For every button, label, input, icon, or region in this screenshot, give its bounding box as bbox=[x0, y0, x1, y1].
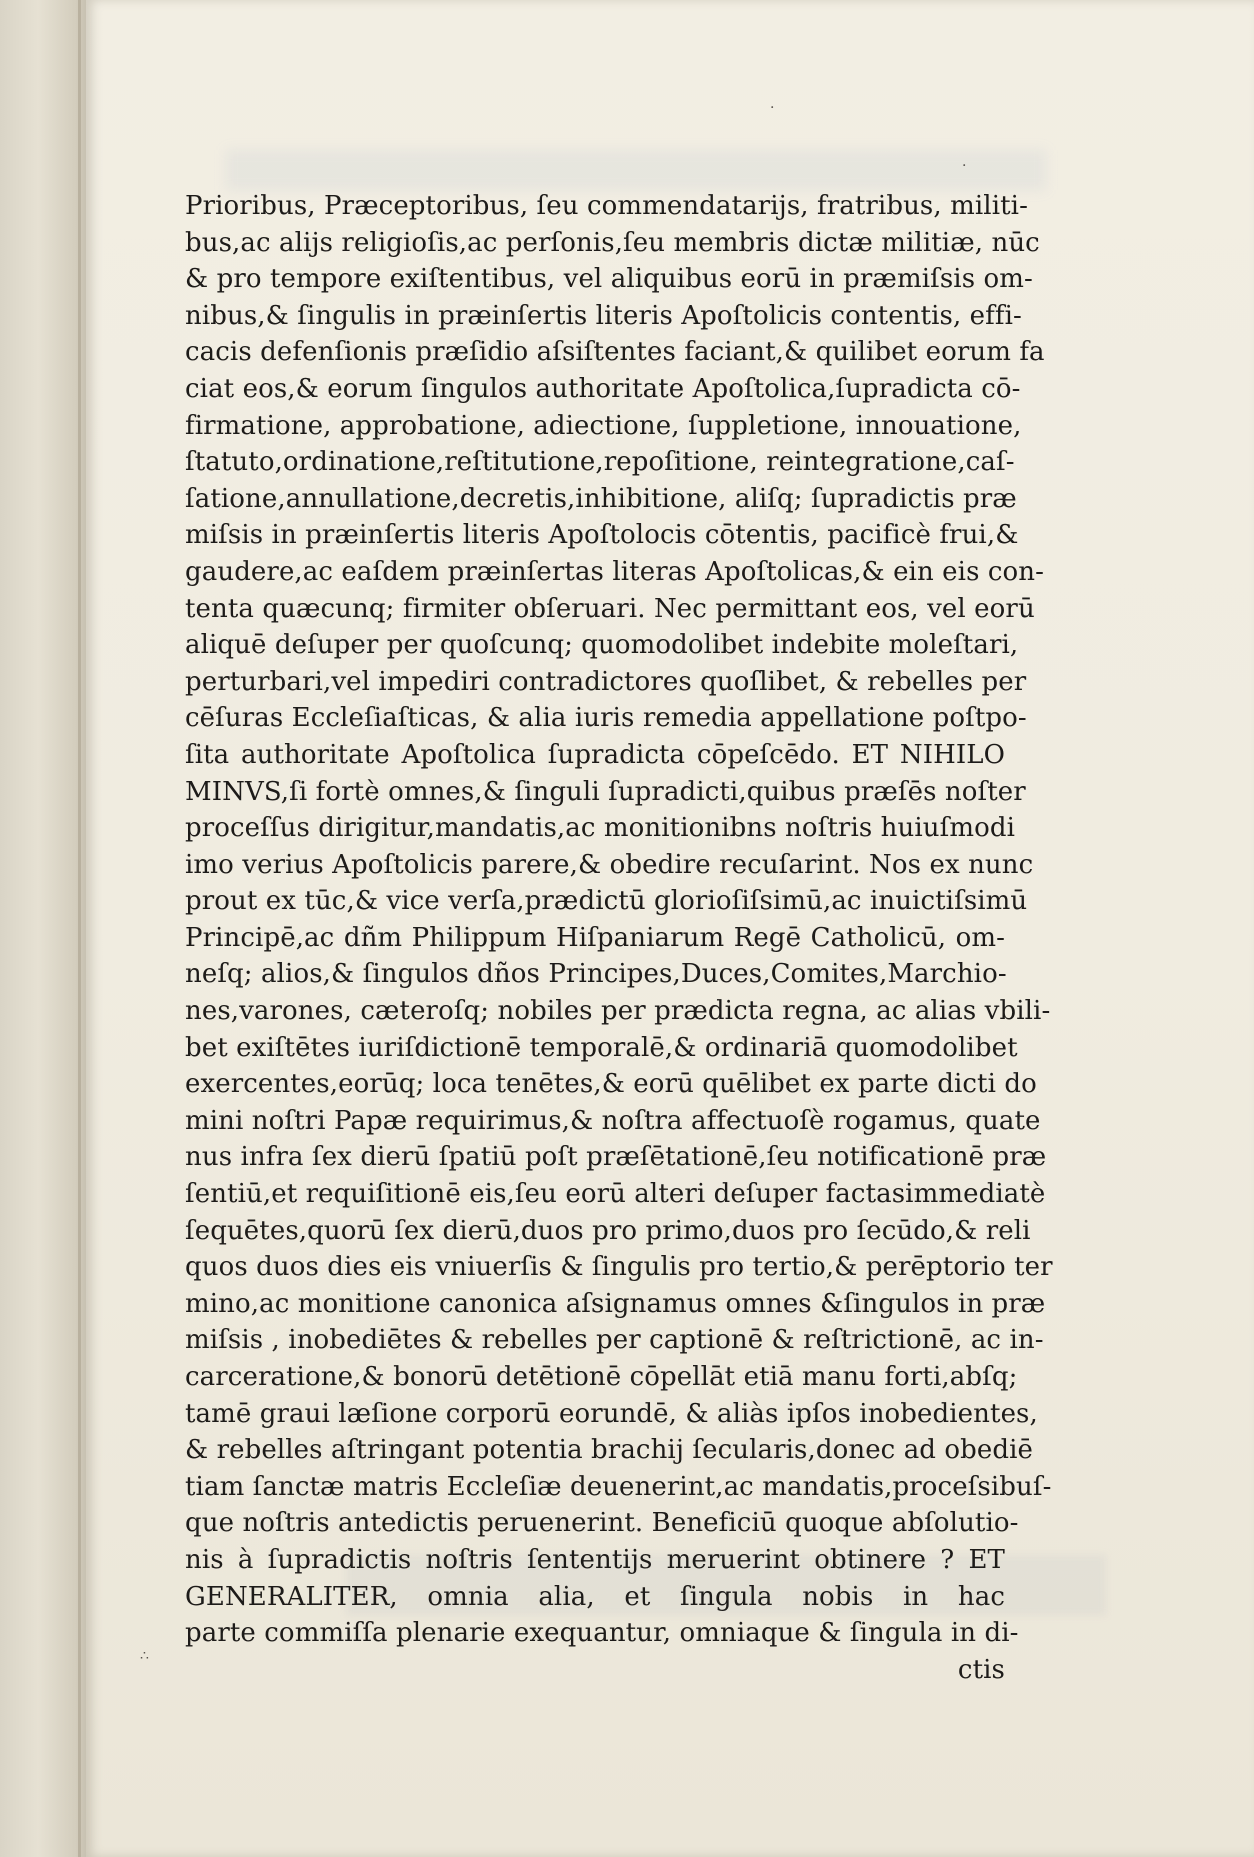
text-line: mini noſtri Papæ requirimus,& noſtra affectuoſè rogamus, quate bbox=[185, 1105, 1041, 1136]
text-line: nis à ſupradictis noſtris ſententijs meruerint obtinere ? ET bbox=[185, 1544, 1005, 1575]
paper-speck: · bbox=[770, 100, 775, 116]
text-line: carceratione,& bonorū detētionē cōpellāt etiā manu forti,abſq; bbox=[185, 1362, 1018, 1392]
paper-speck: ∴ bbox=[140, 1648, 149, 1664]
text-line: & pro tempore exiſtentibus, vel aliquibus eorū in præmiſsis om- bbox=[185, 264, 1033, 295]
text-line: parte commiſſa plenarie exequantur, omniaque & ſingula in di- bbox=[185, 1618, 1019, 1649]
text-line: prout ex tūc,& vice verſa,prædictū glorioſiſsimū,ac inuictiſsimū bbox=[185, 886, 1028, 917]
page-fold bbox=[78, 0, 81, 1857]
text-line: ciat eos,& eorum ſingulos authoritate Apoſtolica,ſupradicta cō- bbox=[185, 373, 1021, 404]
text-line: cēſuras Eccleſiaſticas, & alia iuris remedia appellatione poſtpo- bbox=[185, 703, 1027, 734]
text-line: nibus,& ſingulis in præinſertis literis Apoſtolicis contentis, effi- bbox=[185, 300, 1022, 331]
text-line: ſentiū,et requiſitionē eis,ſeu eorū alteri deſuper factasimmediatè bbox=[185, 1179, 1046, 1210]
text-line: neſq; alios,& ſingulos dños Principes,Duces,Comites,Marchio- bbox=[185, 959, 1007, 990]
text-line: nes,varones, cæteroſq; nobiles per prædicta regna, ac alias vbili- bbox=[185, 996, 1051, 1027]
text-line: ſita authoritate Apoſtolica ſupradicta cōpeſcēdo. ET NIHILO bbox=[185, 739, 1005, 770]
text-line: cacis defenſionis præſidio aſsiſtentes faciant,& quilibet eorum fa bbox=[185, 337, 1045, 368]
text-line: & rebelles aſtringant potentia brachij ſecularis,donec ad obediē bbox=[185, 1435, 1034, 1466]
text-line: bet exiſtētes iuriſdictionē temporalē,& ordinariā quomodolibet bbox=[185, 1032, 1018, 1063]
text-line: exercentes,eorūq; loca tenētes,& eorū quēlibet ex parte dicti do bbox=[185, 1069, 1037, 1100]
text-line: ſequētes,quorū ſex dierū,duos pro primo,duos pro ſecūdo,& reli bbox=[185, 1215, 1031, 1246]
text-line: mino,ac monitione canonica aſsignamus omnes &ſingulos in præ bbox=[185, 1288, 1046, 1319]
text-line: aliquē deſuper per quoſcunq; quomodolibet indebite moleſtari, bbox=[185, 630, 1019, 661]
text-line: ſatione,annullatione,decretis,inhibitione, aliſq; ſupradictis præ bbox=[185, 483, 1017, 514]
text-line: que noſtris antedictis peruenerint. Beneficiū quoque abſolutio- bbox=[185, 1508, 1019, 1539]
text-line: quos duos dies eis vniuerſis & ſingulis pro tertio,& perēptorio ter bbox=[185, 1252, 1053, 1283]
text-line: nus infra ſex dierū ſpatiū poſt præſētationē,ſeu notificationē præ bbox=[185, 1142, 1047, 1173]
text-line: Principē,ac dñm Philippum Hiſpaniarum Regē Catholicū, om- bbox=[185, 922, 1005, 953]
text-line: MINVS,ſi fortè omnes,& ſinguli ſupradicti,quibus præſēs noſter bbox=[185, 776, 1026, 807]
catchword: ctis bbox=[957, 1654, 1005, 1685]
text-line: tenta quæcunq; firmiter obſeruari. Nec permittant eos, vel eorū bbox=[185, 593, 1035, 624]
text-line: GENERALITER, omnia alia, et ſingula nobis in hac bbox=[185, 1581, 1005, 1612]
text-line: gaudere,ac eaſdem præinſertas literas Apoſtolicas,& ein eis con- bbox=[185, 556, 1045, 587]
text-line: miſsis , inobediētes & rebelles per captionē & reſtrictionē, ac in- bbox=[185, 1325, 1044, 1356]
text-line: miſsis in præinſertis literis Apoſtolocis cōtentis, pacificè frui,& bbox=[185, 520, 1019, 551]
ink-bleed-top bbox=[226, 150, 1046, 190]
text-line: firmatione, approbatione, adiectione, ſuppletione, innouatione, bbox=[185, 410, 1022, 441]
paper-speck: · bbox=[962, 158, 967, 174]
text-line: perturbari,vel impediri contradictores quoſlibet, & rebelles per bbox=[185, 666, 1027, 697]
text-line: tiam ſanctæ matris Eccleſiæ deuenerint,ac mandatis,proceſsibuſ- bbox=[185, 1471, 1052, 1502]
text-line: tamē graui læſione corporū eorundē, & aliàs ipſos inobedientes, bbox=[185, 1398, 1038, 1429]
text-line: ſtatuto,ordinatione,reſtitutione,repoſitione, reintegratione,caſ- bbox=[185, 447, 1015, 478]
document-text bbox=[185, 188, 1053, 1688]
text-line: Prioribus, Præceptoribus, ſeu commendatarijs, fratribus, militi- bbox=[185, 191, 1028, 221]
text-line: proceſſus dirigitur,mandatis,ac monitionibns noſtris huiuſmodi bbox=[185, 813, 1016, 844]
text-line: imo verius Apoſtolicis parere,& obedire recuſarint. Nos ex nunc bbox=[185, 849, 1034, 880]
text-line: bus,ac alijs religioſis,ac perſonis,ſeu membris dictæ militiæ, nūc bbox=[185, 227, 1040, 258]
